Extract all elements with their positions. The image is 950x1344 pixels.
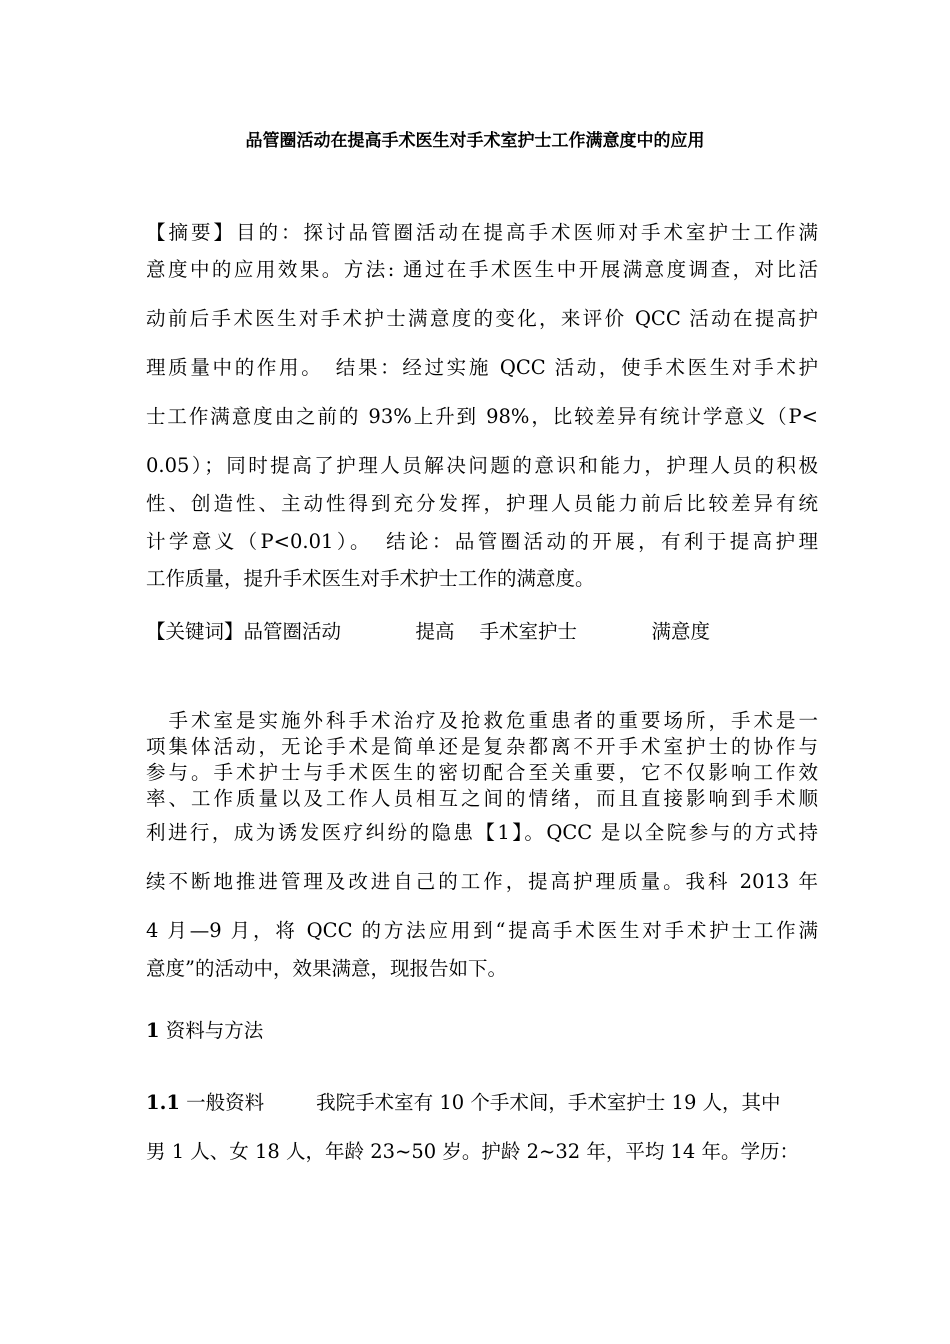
abstract-line-1: 【摘要】目的：探讨品管圈活动在提高手术医师对手术室护士工作满 bbox=[146, 221, 818, 244]
section-heading bbox=[146, 1018, 818, 1044]
keyword-item: 满意度 bbox=[651, 620, 711, 643]
abstract-line-2: 意度中的应用效果。方法: 通过在手术医生中开展满意度调查，对比活 bbox=[146, 258, 818, 281]
intro-line-5: 利进行，成为诱发医疗纠纷的隐患【1】。QCC 是以全院参与的方式持 bbox=[146, 821, 818, 844]
subsection-line-1 bbox=[146, 1090, 818, 1116]
subsection-line-2: 男 1 人、女 18 人，年龄 23~50 岁。护龄 2~32 年，平均 14 年。学历： bbox=[146, 1140, 800, 1163]
abstract-line-3: 动前后手术医生对手术护士满意度的变化，来评价 QCC 活动在提高护 bbox=[146, 307, 818, 330]
abstract-line-6: 0.05）；同时提高了护理人员解决问题的意识和能力，护理人员的积极 bbox=[146, 454, 818, 477]
subsection-text: 我院手术室有 10 个手术间，手术室护士 19 人，其中 bbox=[316, 1091, 781, 1114]
document-title: 品管圈活动在提高手术医生对手术室护士工作满意度中的应用 bbox=[245, 131, 705, 151]
abstract-line-8: 计学意义（P<0.01）。 结论：品管圈活动的开展，有利于提高护理 bbox=[146, 530, 818, 553]
abstract-line-4: 理质量中的作用。 结果：经过实施 QCC 活动，使手术医生对手术护 bbox=[146, 356, 818, 379]
subsection-number: 1.1 bbox=[146, 1091, 180, 1114]
abstract-line-5: 士工作满意度由之前的 93%上升到 98%，比较差异有统计学意义（P< bbox=[146, 405, 818, 428]
subsection-title: 一般资料 bbox=[186, 1091, 265, 1114]
abstract-line-7: 性、创造性、主动性得到充分发挥，护理人员能力前后比较差异有统 bbox=[146, 492, 818, 515]
abstract-line-9: 工作质量，提升手术医生对手术护士工作的满意度。 bbox=[146, 567, 595, 590]
intro-line-4: 率、工作质量以及工作人员相互之间的情绪，而且直接影响到手术顺 bbox=[146, 787, 818, 810]
section-number: 1 bbox=[146, 1019, 160, 1042]
intro-line-1: 手术室是实施外科手术治疗及抢救危重患者的重要场所，手术是一 bbox=[146, 709, 818, 732]
intro-line-7: 4 月—9 月，将 QCC 的方法应用到“提高手术医生对手术护士工作满 bbox=[146, 919, 818, 942]
intro-line-8: 意度”的活动中，效果满意，现报告如下。 bbox=[146, 957, 507, 980]
keywords-row bbox=[146, 616, 710, 644]
section-title: 资料与方法 bbox=[165, 1019, 264, 1042]
keyword-item: 手术室护士 bbox=[479, 620, 578, 643]
intro-line-3: 参与。手术护士与手术医生的密切配合至关重要，它不仅影响工作效 bbox=[146, 761, 818, 784]
keywords-label: 【关键词】 bbox=[146, 620, 244, 643]
intro-line-2: 项集体活动，无论手术是简单还是复杂都离不开手术室护士的协作与 bbox=[146, 735, 818, 758]
intro-line-6: 续不断地推进管理及改进自己的工作，提高护理质量。我科 2013 年 bbox=[146, 870, 818, 893]
keyword-item: 提高 bbox=[415, 620, 455, 643]
keyword-item: 品管圈活动 bbox=[243, 620, 342, 643]
